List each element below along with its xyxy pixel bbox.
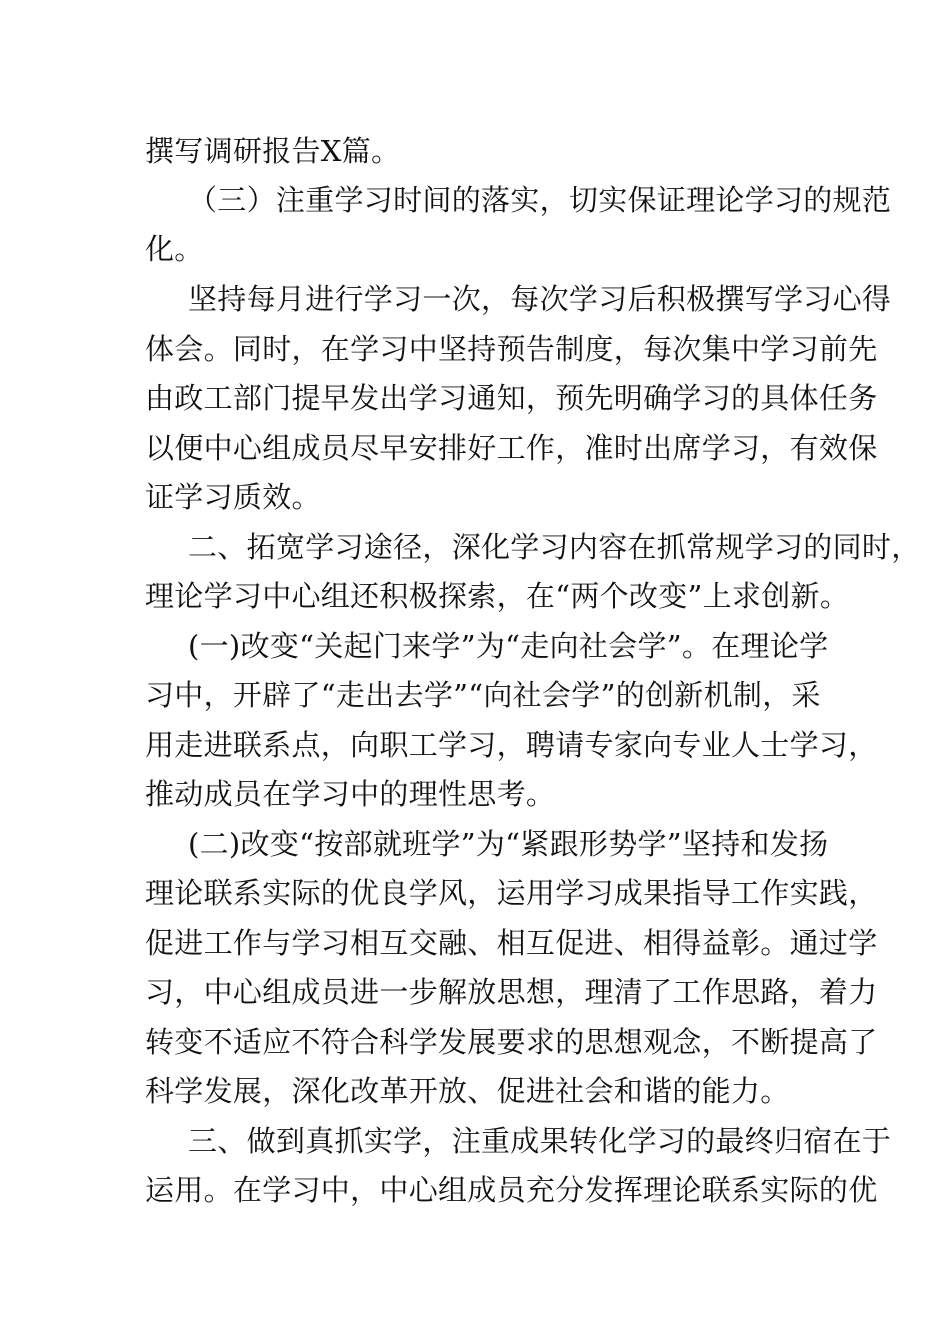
text-line: 体会。同时，在学习中坚持预告制度，每次集中学习前先	[145, 332, 878, 366]
text-line: 习中，开辟了“走出去学”“向社会学”的创新机制，采	[145, 678, 821, 712]
text-line: 推动成员在学习中的理性思考。	[145, 777, 556, 811]
section-heading: 二、拓宽学习途径，深化学习内容在抓常规学习的同时，	[188, 530, 921, 564]
text-line: 坚持每月进行学习一次，每次学习后积极撰写学习心得	[188, 282, 892, 316]
text-line: 撰写调研报告X篇。	[145, 134, 401, 168]
text-line: 化。	[145, 232, 204, 266]
text-line: 转变不适应不符合科学发展要求的思想观念，不断提高了	[145, 1025, 878, 1059]
text-line: 习，中心组成员进一步解放思想，理清了工作思路，着力	[145, 975, 878, 1009]
text-line: 用走进联系点，向职工学习，聘请专家向专业人士学习，	[145, 728, 878, 762]
text-line: (二)改变“按部就班学”为“紧跟形势学”坚持和发扬	[188, 827, 829, 861]
text-line: 以便中心组成员尽早安排好工作，准时出席学习，有效保	[145, 431, 878, 465]
text-line: 科学发展，深化改革开放、促进社会和谐的能力。	[145, 1074, 790, 1108]
text-line: 理论联系实际的优良学风，运用学习成果指导工作实践，	[145, 876, 878, 910]
section-heading: （三）注重学习时间的落实，切实保证理论学习的规范	[188, 183, 892, 217]
section-heading: 三、做到真抓实学，注重成果转化学习的最终归宿在于	[188, 1124, 892, 1158]
text-line: (一)改变“关起门来学”为“走向社会学”。在理论学	[188, 629, 829, 663]
text-line: 运用。在学习中，中心组成员充分发挥理论联系实际的优	[145, 1173, 878, 1207]
text-line: 证学习质效。	[145, 480, 321, 514]
text-line: 促进工作与学习相互交融、相互促进、相得益彰。通过学	[145, 926, 878, 960]
text-line: 由政工部门提早发出学习通知，预先明确学习的具体任务	[145, 381, 878, 415]
text-line: 理论学习中心组还积极探索，在“两个改变”上求创新。	[145, 579, 850, 613]
